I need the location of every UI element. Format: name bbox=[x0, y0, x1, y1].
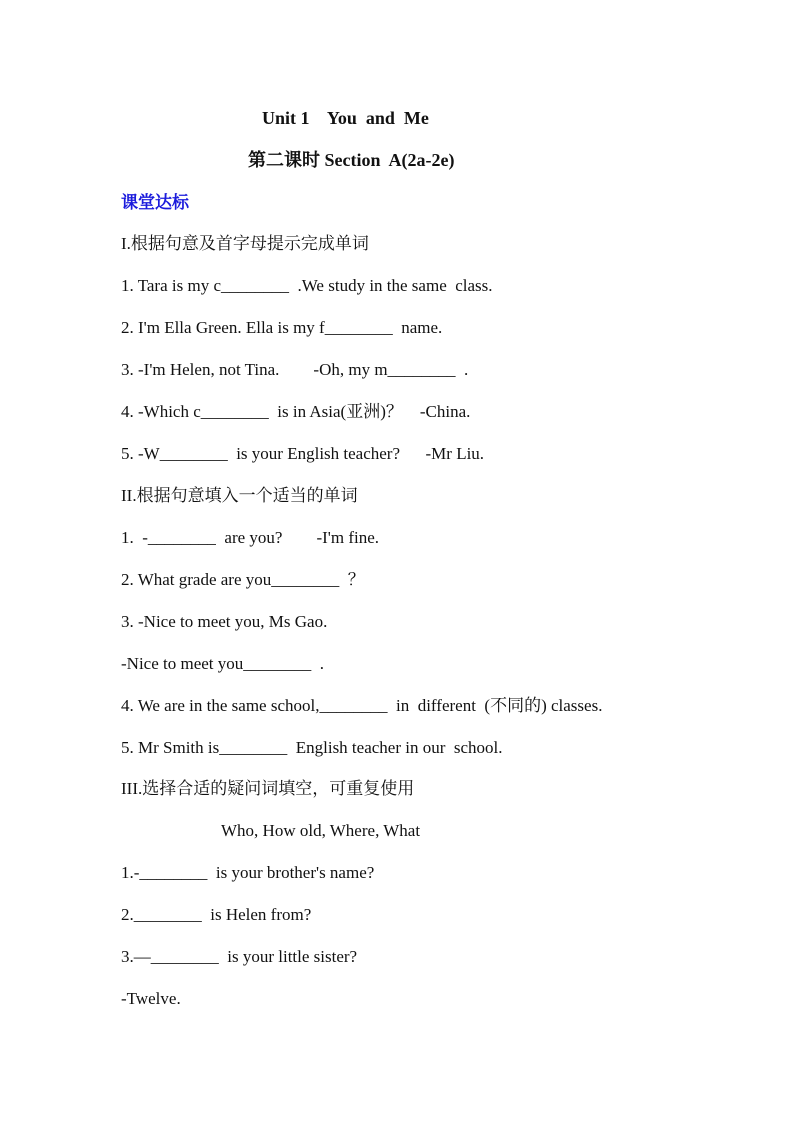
part2-item: -Nice to meet you________ . bbox=[121, 654, 325, 673]
page-title: Unit 1 You and Me bbox=[262, 108, 429, 128]
part3-item: -Twelve. bbox=[121, 989, 181, 1008]
part1-item: 5. -W________ is your English teacher? -Mr Liu. bbox=[121, 444, 485, 463]
part2-item: 2. What grade are you________ ？ bbox=[121, 570, 365, 589]
part3-heading: III.选择合适的疑问词填空，可重复使用 bbox=[121, 779, 415, 798]
part3-item: 1.-________ is your brother's name? bbox=[121, 863, 375, 882]
section-heading: 课堂达标 bbox=[121, 193, 189, 212]
word-bank: Who, How old, Where, What bbox=[221, 821, 421, 840]
part3-item: 3.—________ is your little sister? bbox=[121, 947, 358, 966]
part1-item: 2. I'm Ella Green. Ella is my f________ name. bbox=[121, 318, 443, 337]
part1-heading: I.根据句意及首字母提示完成单词 bbox=[121, 234, 369, 253]
part3-item: 2.________ is Helen from? bbox=[121, 905, 312, 924]
part2-item: 3. -Nice to meet you, Ms Gao. bbox=[121, 612, 328, 631]
part2-item: 5. Mr Smith is________ English teacher in our school. bbox=[121, 738, 503, 757]
part2-item: 4. We are in the same school,________ in different (不同的) classes. bbox=[121, 696, 603, 715]
part1-item: 3. -I'm Helen, not Tina. -Oh, my m________ . bbox=[121, 360, 469, 379]
part1-item: 1. Tara is my c________ .We study in the same class. bbox=[121, 276, 493, 295]
part2-item: 1. -________ are you? -I'm fine. bbox=[121, 528, 379, 547]
part2-heading: II.根据句意填入一个适当的单词 bbox=[121, 486, 358, 505]
part1-item: 4. -Which c________ is in Asia(亚洲)？ -China. bbox=[121, 402, 471, 421]
page-subtitle: 第二课时 Section A(2a-2e) bbox=[248, 150, 455, 170]
